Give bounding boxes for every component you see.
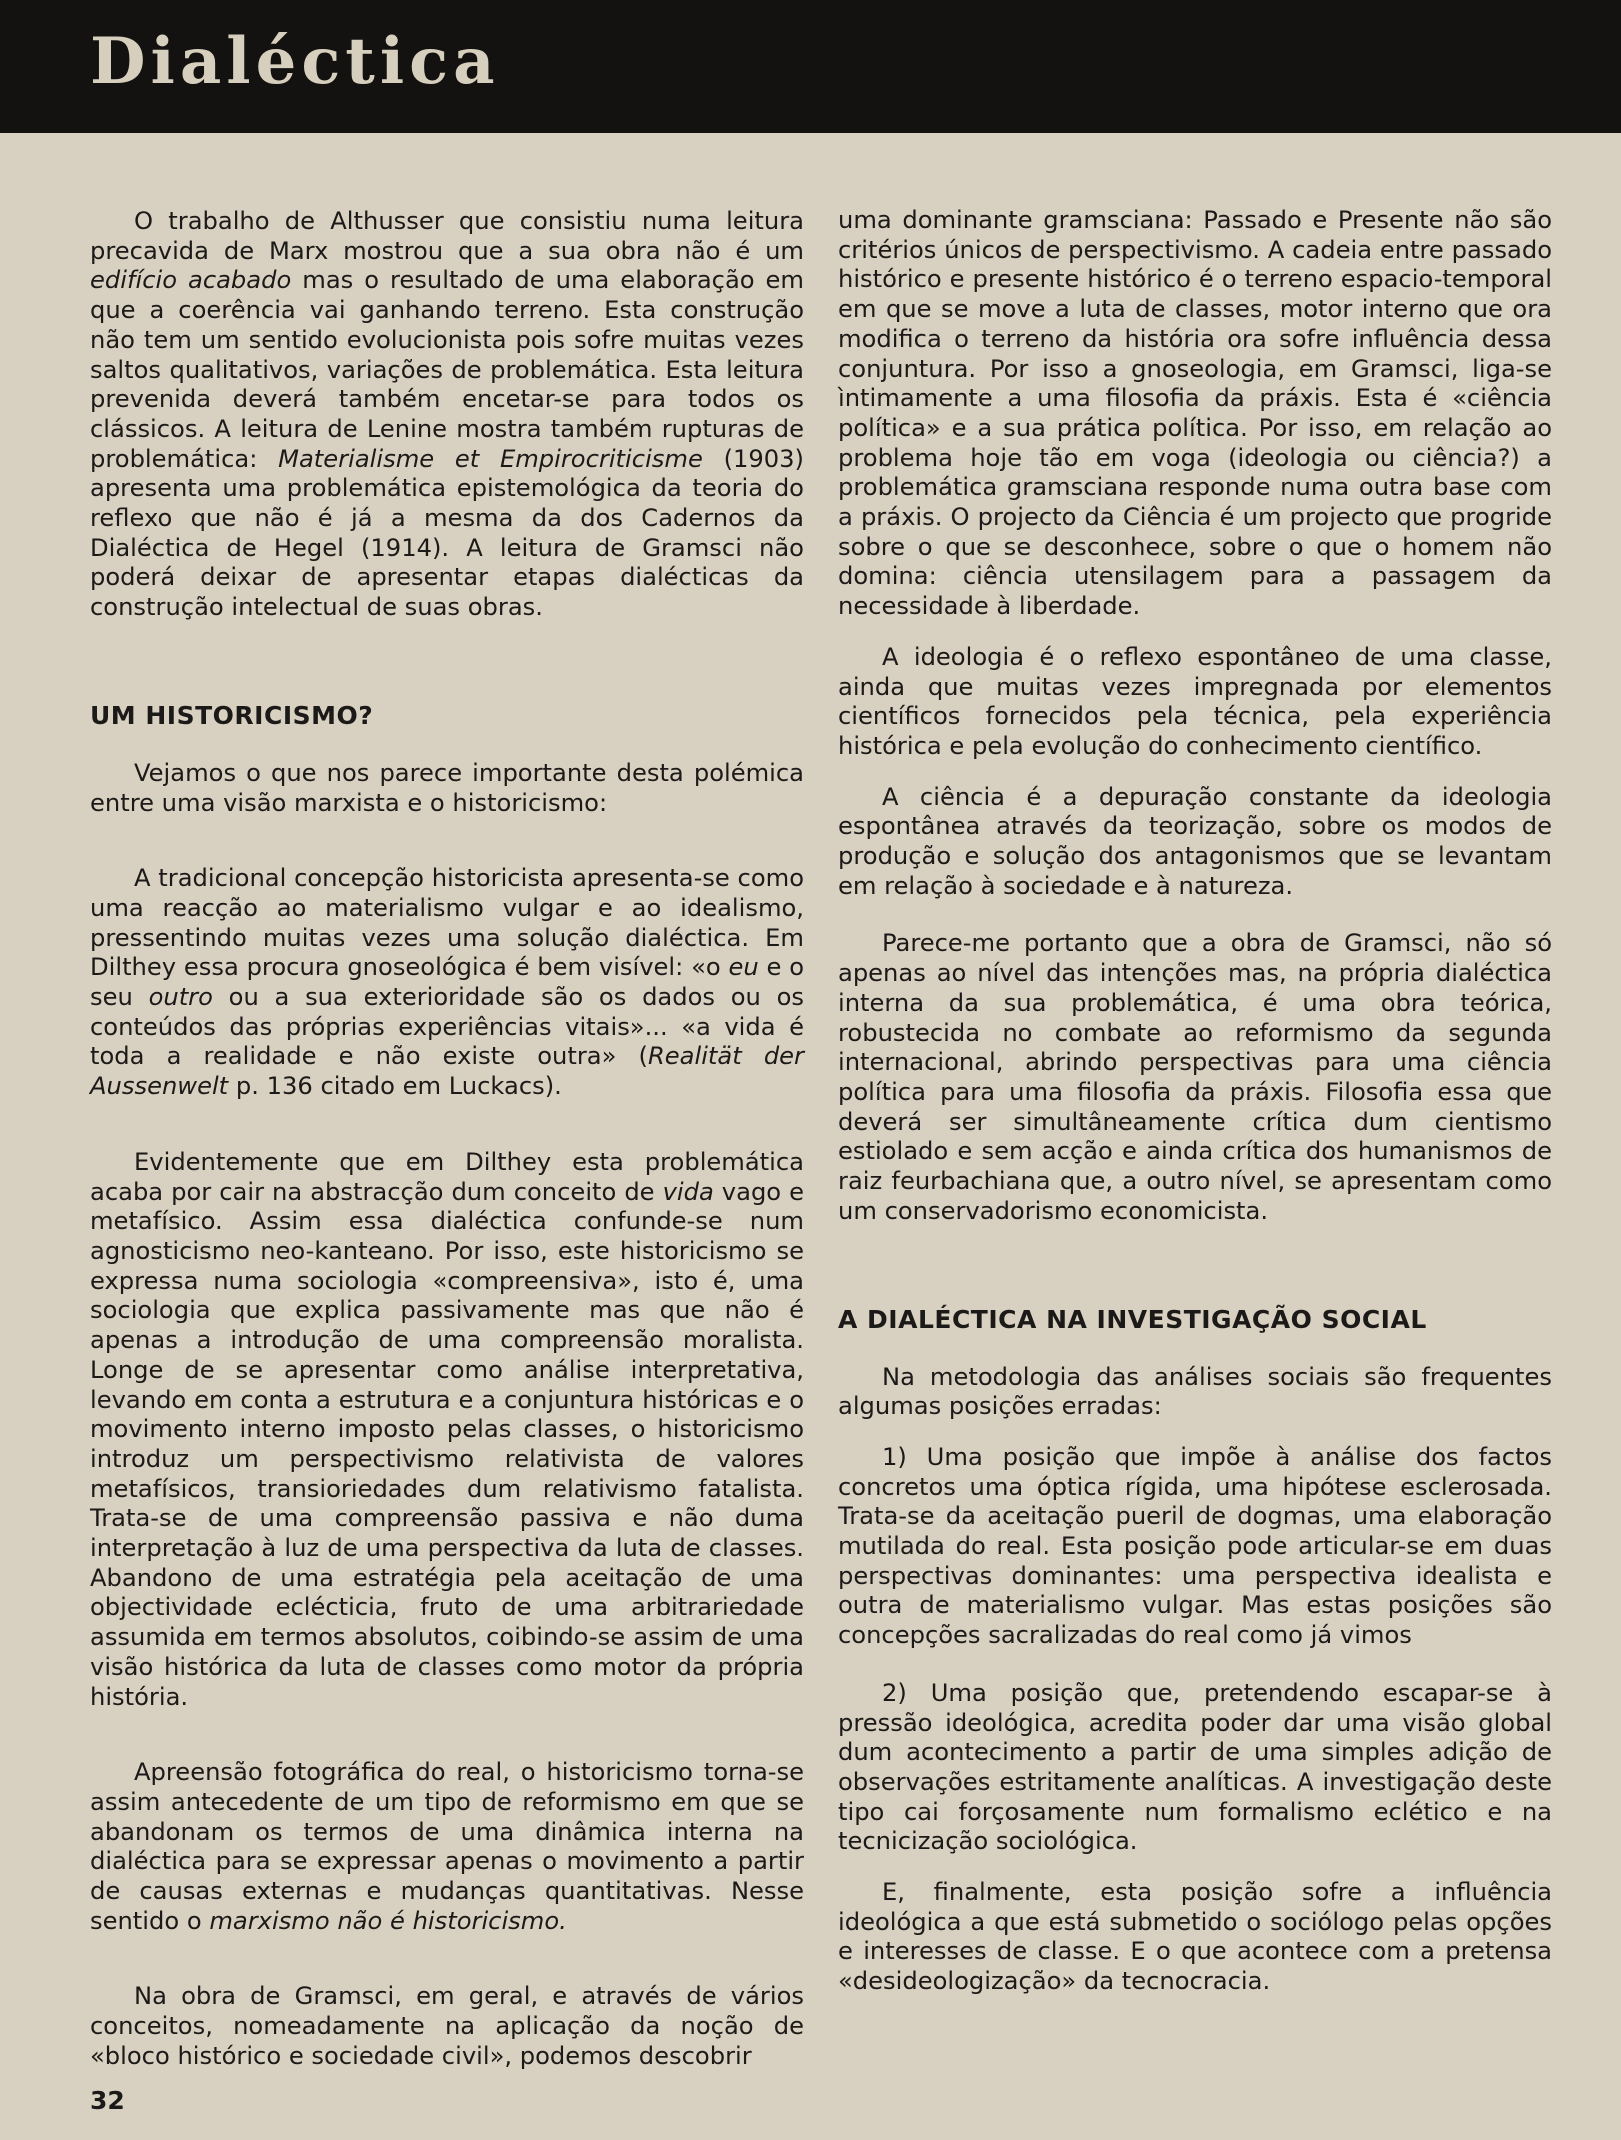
paragraph: Na obra de Gramsci, em geral, e através de vários conceitos, nomeadamente na aplicação da noção de «bloco histórico e sociedade civil», podemos descobrir bbox=[90, 1982, 804, 2070]
italic-run: Realität der Aussenwelt bbox=[90, 1042, 805, 1101]
italic-run: eu bbox=[728, 953, 759, 982]
page-title: Dialéctica bbox=[90, 24, 500, 99]
text-run: ou a sua exterioridade são os dados ou os conteúdos das próprias experiências vitais»... «a vida é toda a realidade e não existe outra» ( bbox=[90, 983, 804, 1071]
paragraph bbox=[90, 207, 804, 623]
paragraph bbox=[90, 1148, 804, 1712]
text-run: p. 136 citado em Luckacs). bbox=[228, 1072, 562, 1101]
italic-run: outro bbox=[148, 983, 213, 1012]
paragraph: A ideologia é o reflexo espontâneo de uma classe, ainda que muitas vezes impregnada por elementos científicos fornecidos pela técnica, pela experiência histórica e pela evolução do conhecimento científico. bbox=[838, 642, 1552, 760]
paragraph bbox=[90, 1758, 804, 1936]
text-run: (1903) apresenta uma problemática epistemológica da teoria do reflexo que não é já a mesma da dos Cadernos da Dialéctica de Hegel (1914). A leitura de Gramsci não poderá deixar de apresentar etapas dialécticas da construção intelectual de suas obras. bbox=[90, 444, 804, 622]
page-number: 32 bbox=[90, 2086, 125, 2115]
paragraph: A ciência é a depuração constante da ideologia espontânea através da teorização, sobre os modos de produção e solução dos antagonismos que se levantam em relação à sociedade e à natureza. bbox=[838, 782, 1552, 900]
italic-run: marxismo não é historicismo. bbox=[209, 1906, 567, 1935]
header-bar bbox=[0, 0, 1621, 133]
italic-run: edifício acabado bbox=[90, 266, 292, 295]
right-column bbox=[838, 206, 1552, 1997]
text-run: A tradicional concepção historicista apresenta-se como uma reacção ao materialismo vulgar e ao idealismo, pressentindo muitas vezes uma solução dialéctica. Em Dilthey essa procura gnoseológica é bem visível: «o bbox=[90, 864, 804, 982]
paragraph: Parece-me portanto que a obra de Gramsci, não só apenas ao nível das intenções mas, na própria dialéctica interna da sua problemática, é uma obra teórica, robustecida no combate ao reformismo da segunda internacional, abrindo perspectivas para uma ciência política para uma filosofia da práxis. Filosofia essa que deverá ser simultâneamente crítica dum cientismo estiolado e sem acção e ainda crítica dos humanismos de raiz feurbachiana que, a outro nível, se apresentam como um conservadorismo economicista. bbox=[838, 929, 1552, 1225]
paragraph: 1) Uma posição que impõe à análise dos factos concretos uma óptica rígida, uma hipótese esclerosada. Trata-se da aceitação pueril de dogmas, uma elaboração mutilada do real. Esta posição pode articular-se em duas perspectivas dominantes: uma perspectiva idealista e outra de materialismo vulgar. Mas estas posições são concepções sacralizadas do real como já vimos bbox=[838, 1442, 1552, 1650]
paragraph: E, finalmente, esta posição sofre a influência ideológica a que está submetido o sociólogo pelas opções e interesses de classe. E o que acontece com a pretensa «desideologização» da tecnocracia. bbox=[838, 1878, 1552, 1996]
text-run: vago e metafísico. Assim essa dialéctica confunde-se num agnosticismo neo-kanteano. Por isso, este historicismo se expressa numa sociologia «compreensiva», isto é, uma sociologia que explica passivamente mas que não é apenas a introdução de uma compreensão moralista. Longe de se apresentar como análise interpretativa, levando em conta a estrutura e a conjuntura históricas e o movimento interno imposto pelas classes, o historicismo introduz um perspectivismo relativista de valores metafísicos, transioriedades dum relativismo fatalista. Trata-se de uma compreensão passiva e não duma interpretação à luz de uma perspectiva da luta de classes. Abandono de uma estratégia pela aceitação de uma objectividade eclécticia, fruto de uma arbitrariedade assumida em termos absolutos, coibindo-se assim de uma visão histórica da luta de classes como motor da própria história. bbox=[90, 1177, 804, 1711]
paragraph bbox=[90, 864, 804, 1102]
italic-run: vida bbox=[662, 1177, 714, 1206]
text-run: Apreensão fotográfica do real, o historicismo torna-se assim antecedente de um tipo de reformismo em que se abandonam os termos de uma dinâmica interna na dialéctica para se expressar apenas o movimento a partir de causas externas e mudanças quantitativas. Nesse sentido o bbox=[90, 1758, 804, 1935]
text-run: Evidentemente que em Dilthey esta problemática acaba por cair na abstracção dum conceito de bbox=[90, 1147, 804, 1206]
section-heading: UM HISTORICISMO? bbox=[90, 700, 374, 730]
text-run: e o seu bbox=[90, 953, 804, 1012]
text-run: O trabalho de Althusser que consistiu numa leitura precavida de Marx mostrou que a sua obra não é um bbox=[90, 207, 804, 265]
italic-run: Materialisme et Empirocriticisme bbox=[278, 444, 703, 473]
paragraph: uma dominante gramsciana: Passado e Presente não são critérios únicos de perspectivismo. A cadeia entre passado histórico e presente histórico é o terreno espacio-temporal em que se move a luta de classes, motor interno que ora modifica o terreno da história ora sofre influência dessa conjuntura. Por isso a gnoseologia, em Gramsci, liga-se ìntimamente a uma filosofia da práxis. Esta é «ciência política» e a sua prática política. Por isso, em relação ao problema hoje tão em voga (ideologia ou ciência?) a problemática gramsciana responde numa outra base com a práxis. O projecto da Ciência é um projecto que progride sobre o que se desconhece, sobre o que o homem não domina: ciência utensilagem para a passagem da necessidade à liberdade. bbox=[838, 206, 1552, 621]
section-heading: A DIALÉCTICA NA INVESTIGAÇÃO SOCIAL bbox=[838, 1304, 1427, 1334]
paragraph: Na metodologia das análises sociais são frequentes algumas posições erradas: bbox=[838, 1362, 1552, 1421]
left-column bbox=[90, 207, 804, 2072]
text-run: mas o resultado de uma elaboração em que a coerência vai ganhando terreno. Esta construção não tem um sentido evolucionista pois sofre muitas vezes saltos qualitativos, variações de problemática. Esta leitura prevenida deverá também encetar-se para todos os clássicos. A leitura de Lenine mostra também rupturas de problemática: bbox=[90, 266, 804, 473]
paragraph: Vejamos o que nos parece importante desta polémica entre uma visão marxista e o historicismo: bbox=[90, 758, 804, 817]
paragraph: 2) Uma posição que, pretendendo escapar-se à pressão ideológica, acredita poder dar uma visão global dum acontecimento a partir de uma simples adição de observações estritamente analíticas. A investigação deste tipo cai forçosamente num formalismo eclético e na tecnicização sociológica. bbox=[838, 1678, 1552, 1856]
